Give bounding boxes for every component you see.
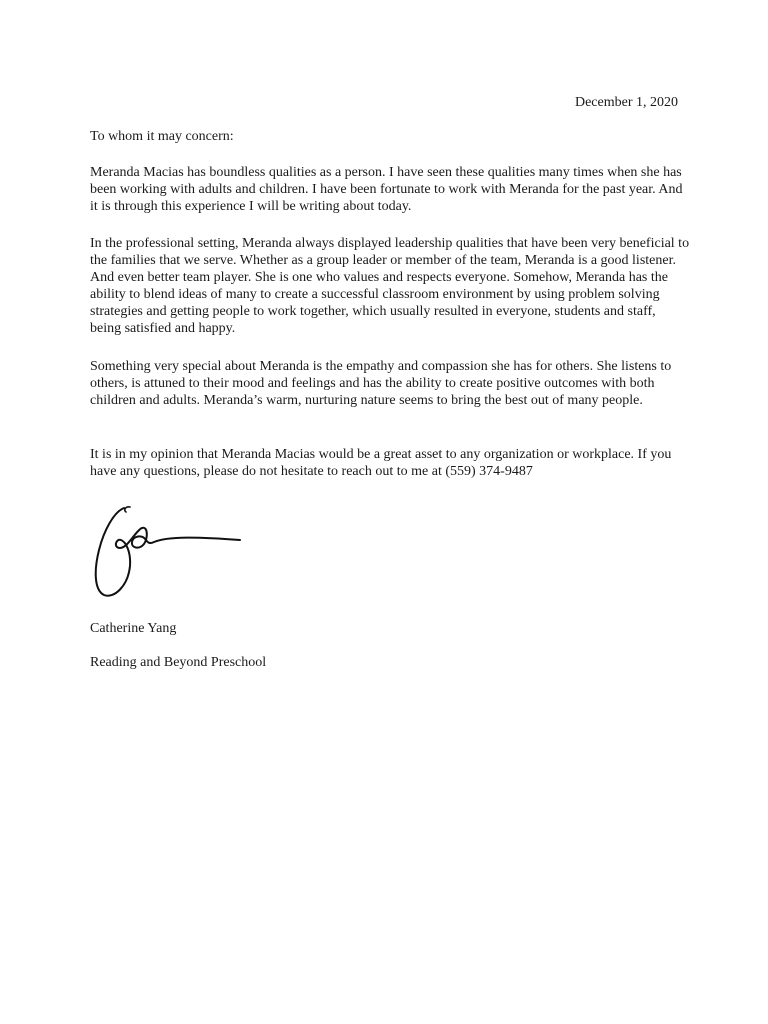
letter-date: December 1, 2020 [574,95,678,110]
paragraph-3: Something very special about Meranda is the empathy and compassion she has for others. She listens to others, is attuned to their mood and feelings and has the ability to create positive outcomes with both children and adults. Meranda’s warm, nurturing nature seems to bring the best out of many people. [90,359,672,408]
signer-organization: Reading and Beyond Preschool [90,655,267,670]
handwritten-signature [90,500,250,600]
paragraph-1: Meranda Macias has boundless qualities as a person. I have seen these qualities many times when she has been working with adults and children. I have been fortunate to work with Meranda for the past year. And it is through this experience I will be writing about today. [90,165,683,214]
signer-name: Catherine Yang [90,621,177,636]
paragraph-2: In the professional setting, Meranda always displayed leadership qualities that have been very beneficial to the families that we serve. Whether as a group leader or member of the team, Meranda is a good listener. And even better team player. She is one who values and respects everyone. Somehow, Meranda has the ability to blend ideas of many to create a successful classroom environment by using problem solving strategies and getting people to work together, which usually resulted in everyone, students and staff, being satisfied and happy. [90,236,690,336]
salutation: To whom it may concern: [90,129,234,144]
paragraph-4: It is in my opinion that Meranda Macias would be a great asset to any organization or workplace. If you have any questions, please do not hesitate to reach out to me at (559) 374-9487 [90,447,672,479]
